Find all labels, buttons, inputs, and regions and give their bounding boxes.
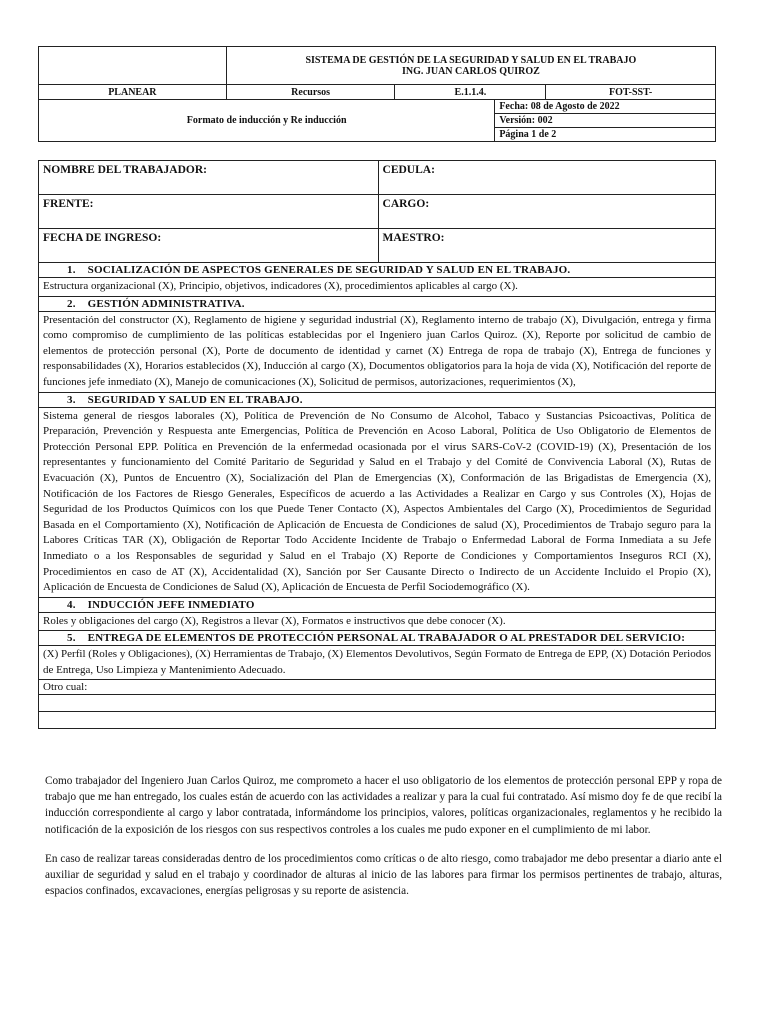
section-title: SOCIALIZACIÓN DE ASPECTOS GENERALES DE SEGURIDAD Y SALUD EN EL TRABAJO. bbox=[87, 264, 571, 276]
commitment-statement bbox=[45, 773, 722, 912]
code-cell: E.1.1.4. bbox=[395, 85, 546, 100]
title-line-2: ING. JUAN CARLOS QUIROZ bbox=[401, 65, 540, 77]
section-number: 4. bbox=[67, 598, 76, 611]
document-header bbox=[38, 46, 716, 142]
id-number-field[interactable]: CEDULA: bbox=[378, 161, 715, 195]
section-title: SEGURIDAD Y SALUD EN EL TRABAJO. bbox=[87, 393, 303, 406]
section-3-text: Sistema general de riesgos laborales (X), Política de Prevención de No Consumo de Alcohol, Tabaco y Sustancias Psicoactivas, Política de Preparación, Prevención y Respuesta ante Emergencias, Política de Prevención en Acoso Laboral, Política de Uso Obligatorio de Elementos de Protección Personal EPP. Política en Prevención de la enfermedad ocasionada por el virus SARS-CoV-2 (COVID-19) (X), Presentación de los representantes y funcionamiento del Comité Paritario de Seguridad y Salud en el Trabajo y del Comité de Convivencia Laboral (X), Rutas de Evacuación (X), Puntos de Encuentro (X), Socialización del Plan de Emergencias (X), Conformación de las Brigadistas de Emergencia (X), Notificación de los Factores de Riesgo Generales, Específicos de acuerdo a las Actividades a Realizar en Cargo y sus Controles (X), Hojas de Seguridad de los Productos Químicos con los que Puede Tener Contacto (X), Aspectos Ambientales del Cargo (X), Procedimientos de Seguridad Basada en el Comportamiento (X), Notificación de Aplicación de Encuesta de Condiciones de salud (X), Procedimientos de Trabajo seguro para la Labores Críticas TAR (X), Obligación de Reportar Todo Accidente Incidente de Trabajo o Enfermedad Laboral de Forma Inmediata a su Jefe Inmediato o a los Responsables de seguridad y Salud en el Trabajo (X) Reporte de Condiciones y Comportamientos Inseguros RCI (X), Procedimientos en caso de AT (X), Accidentalidad (X), Sanción por Ser Causante Directo o Indirecto de un Accidente Incluido el Propio (X), Aplicación de Encuesta de Condiciones de Salud (X), Aplicación de Encuesta de Perfil Sociodemográfico (X). bbox=[39, 407, 716, 597]
section-4-heading bbox=[39, 597, 716, 612]
commitment-paragraph: Como trabajador del Ingeniero Juan Carlos Quiroz, me comprometo a hacer el uso obligatorio de los elementos de protección personal EPP y ropa de trabajo que me han entregado, los cuales están de acuerdo con las actividades a realizar y para la cual fui contratado. Así mismo doy fe de que recibí la inducción correspondiente al cargo y labor contratada, informándome los principios, valores, políticas organizacionales, reglamentos y he recibido la notificación de la exposición de los riesgos con sus respectivos controles a los cuales me pudo exponer en el cumplimiento de mi labor. bbox=[45, 775, 722, 836]
section-1-heading bbox=[39, 263, 716, 278]
supervisor-field[interactable]: MAESTRO: bbox=[378, 229, 715, 263]
format-name: Formato de inducción y Re inducción bbox=[39, 100, 495, 142]
section-title: GESTIÓN ADMINISTRATIVA. bbox=[87, 297, 245, 310]
form-code-cell: FOT-SST- bbox=[546, 85, 716, 100]
title-line-1: SISTEMA DE GESTIÓN DE LA SEGURIDAD Y SALUD EN EL TRABAJO bbox=[305, 54, 637, 66]
section-5-heading bbox=[39, 631, 716, 646]
other-field[interactable]: Otro cual: bbox=[39, 680, 716, 695]
section-5-text: (X) Perfil (Roles y Obligaciones), (X) Herramientas de Trabajo, (X) Elementos Devolutivos, Según Formato de Entrega de EPP, (X) Dotación Periodos de Entrega, Uso Limpieza y Mantenimiento Adecuado. bbox=[39, 646, 716, 680]
critical-tasks-paragraph: En caso de realizar tareas consideradas dentro de los procedimientos como críticas o de alto riesgo, como trabajador me debo presentar a diario ante el auxiliar de seguridad y salud en el trabajo y coordinador de alturas al inicio de las labores para firmar los permisos pertinentes de trabajo, alturas, espacios confinados, excavaciones, energías peligrosas y su reporte de asistencia. bbox=[45, 852, 722, 898]
document-title bbox=[226, 47, 715, 85]
version-cell: Versión: 002 bbox=[495, 114, 716, 128]
section-number: 1. bbox=[67, 264, 76, 276]
start-date-field[interactable]: FECHA DE INGRESO: bbox=[39, 229, 379, 263]
section-1-text: Estructura organizacional (X), Principio, objetivos, indicadores (X), procedimientos aplicables al cargo (X). bbox=[39, 278, 716, 297]
section-4-text: Roles y obligaciones del cargo (X), Registros a llevar (X), Formatos e instructivos que debe conocer (X). bbox=[39, 612, 716, 631]
section-2-text: Presentación del constructor (X), Reglamento de higiene y seguridad industrial (X), Reglamento interno de trabajo (X), Divulgación, entrega y firma como compromiso de cumplimiento de las políticas establecidas por el Ingeniero juan Carlos Quiroz. (X), Reporte por solicitud de cambio de elementos de protección personal (X), Porte de documento de identidad y carnet (X) Entrega de ropa de trabajo (X), Entrega de funciones y responsabilidades (X), Horarios establecidos (X), Inducción al cargo (X), Documentos obligatorios para la hoja de vida (X), Notificación del reporte de funciones jefe inmediato (X), Manejo de comunicaciones (X), Solicitud de permisos, autorizaciones, requerimientos (X), bbox=[39, 311, 716, 392]
section-number: 2. bbox=[67, 297, 76, 310]
process-cell: PLANEAR bbox=[39, 85, 227, 100]
page-cell: Página 1 de 2 bbox=[495, 128, 716, 142]
section-number: 5. bbox=[67, 632, 76, 645]
induction-form bbox=[38, 160, 716, 729]
category-cell: Recursos bbox=[226, 85, 395, 100]
section-3-heading bbox=[39, 392, 716, 407]
worker-name-field[interactable]: NOMBRE DEL TRABAJADOR: bbox=[39, 161, 379, 195]
date-cell: Fecha: 08 de Agosto de 2022 bbox=[495, 100, 716, 114]
section-title: ENTREGA DE ELEMENTOS DE PROTECCIÓN PERSONAL AL TRABAJADOR O AL PRESTADOR DEL SERVICIO: bbox=[87, 632, 686, 645]
section-2-heading bbox=[39, 296, 716, 311]
blank-line[interactable] bbox=[39, 695, 716, 712]
section-title: INDUCCIÓN JEFE INMEDIATO bbox=[87, 598, 255, 611]
section-number: 3. bbox=[67, 393, 76, 406]
position-field[interactable]: CARGO: bbox=[378, 195, 715, 229]
front-field[interactable]: FRENTE: bbox=[39, 195, 379, 229]
blank-line[interactable] bbox=[39, 712, 716, 729]
logo-cell bbox=[39, 47, 227, 85]
